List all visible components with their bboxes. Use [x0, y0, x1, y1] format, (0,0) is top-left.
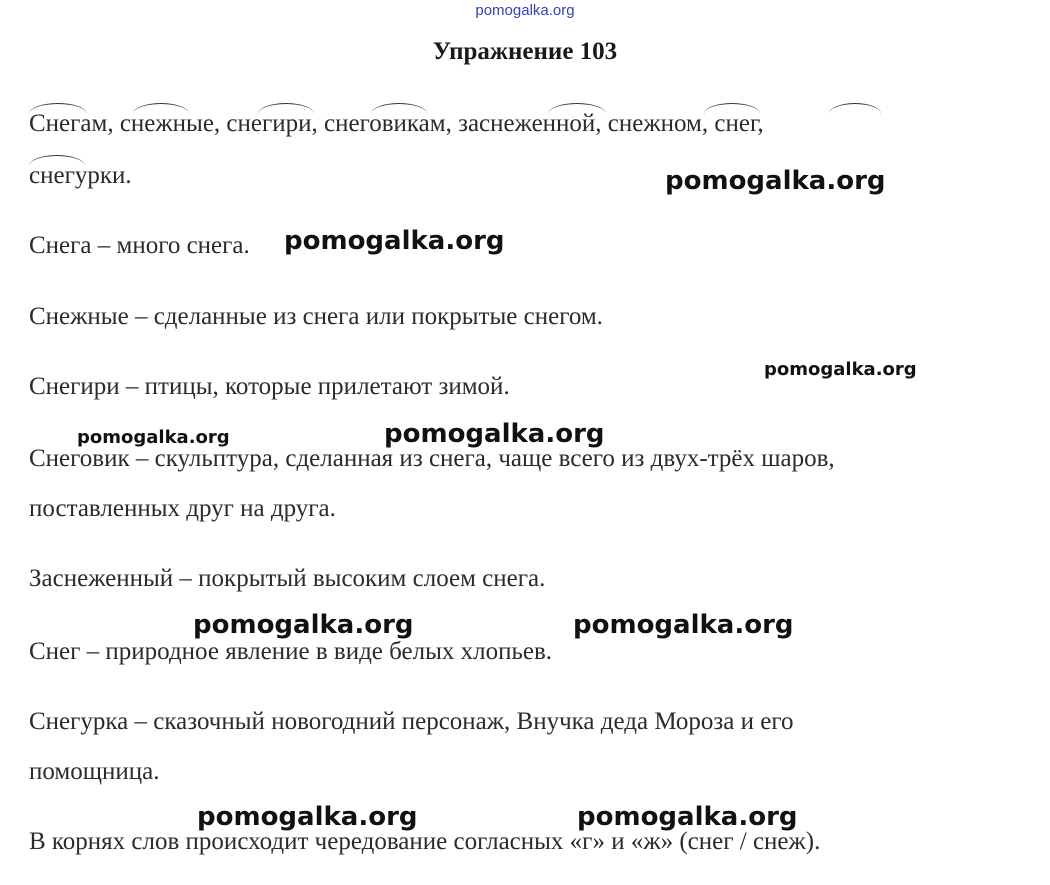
watermark: pomogalka.org [573, 610, 794, 640]
text-line: Заснеженный – покрытый высоким слоем снега. [29, 565, 546, 592]
text-line: Снег – природное явление в виде белых хлопьев. [29, 638, 553, 665]
watermark: pomogalka.org [193, 610, 414, 640]
text-line: Снегам, снежные, снегири, снеговикам, заснеженной, снежном, снег, [29, 110, 764, 137]
page-title: Упражнение 103 [432, 38, 618, 65]
watermark: pomogalka.org [384, 419, 605, 449]
watermark: pomogalka.org [665, 166, 886, 196]
text-line: Снега – много снега. [29, 232, 250, 259]
text-line: помощница. [29, 758, 160, 785]
watermark: pomogalka.org [284, 226, 505, 256]
text-line: Снеговик – скульптура, сделанная из снега, чаще всего из двух-трёх шаров, [29, 445, 835, 472]
text-line: Снежные – сделанные из снега или покрытые снегом. [29, 303, 603, 330]
text-line: В корнях слов происходит чередование согласных «г» и «ж» (снег / снеж). [29, 828, 821, 855]
site-link[interactable]: pomogalka.org [475, 2, 575, 19]
watermark: pomogalka.org [77, 427, 230, 448]
root-arc-marker [829, 103, 881, 114]
text-line: поставленных друг на друга. [29, 495, 336, 522]
text-line: снегурки. [29, 162, 132, 189]
watermark: pomogalka.org [197, 802, 418, 832]
watermark: pomogalka.org [764, 359, 917, 380]
text-line: Снегурка – сказочный новогодний персонаж, Внучка деда Мороза и его [29, 708, 794, 735]
watermark: pomogalka.org [577, 802, 798, 832]
text-line: Снегири – птицы, которые прилетают зимой. [29, 373, 510, 400]
